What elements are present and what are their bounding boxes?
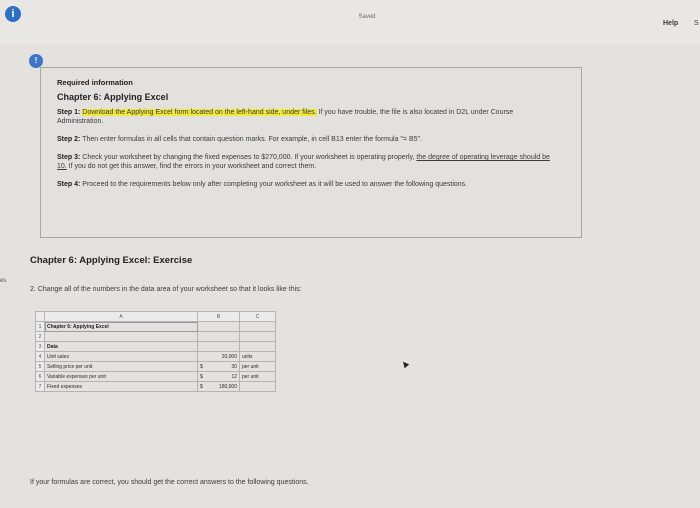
edge-left-text: es [0,278,7,284]
row-number: 6 [36,372,45,382]
cell-c3 [240,342,276,352]
top-bar [0,0,700,44]
step-2-text: Then enter formulas in all cells that contain question marks. For example, in cell B13 enter the formula "= B5". [80,136,422,143]
cell-c4: units [240,352,276,362]
currency-symbol: $ [200,383,203,390]
cell-c1 [240,322,276,332]
cell-b2 [198,332,240,342]
info-icon[interactable]: i [5,6,21,22]
cell-c5: per unit [240,362,276,372]
spreadsheet-header-row [36,312,276,322]
help-link[interactable]: Help [663,20,679,27]
cell-a5: Selling price per unit [45,362,198,372]
step-2 [57,135,557,144]
cell-a3: Data [45,342,198,352]
alert-badge-icon: ! [29,54,43,68]
step-1-label: Step 1: [57,109,81,116]
table-row [36,352,276,362]
step-3-label: Step 3: [57,154,81,161]
required-title: Required information [57,78,133,87]
cell-c2 [240,332,276,342]
cell-b6 [198,372,240,382]
step-1-text: If you have trouble, the file is also located in D2L under Course Administration. [57,109,514,125]
row-number: 7 [36,382,45,392]
footer-instruction: If your formulas are correct, you should get the correct answers to the following questions. [30,479,309,486]
cell-b3 [198,342,240,352]
cell-a1: Chapter 6: Applying Excel [45,322,198,332]
column-header-c: C [240,312,276,322]
step-3 [57,153,557,171]
table-row [36,362,276,372]
cell-value: 30 [231,363,237,370]
cell-c6: per unit [240,372,276,382]
column-header-a: A [45,312,198,322]
cell-a2 [45,332,198,342]
table-row [36,382,276,392]
row-number: 4 [36,352,45,362]
edge-text: S [694,20,699,27]
cell-b4: 20,000 [198,352,240,362]
cell-value: 180,000 [218,383,237,390]
step-1 [57,108,557,126]
mouse-cursor-icon [401,360,409,368]
required-information-box [40,67,582,238]
question-2: 2. Change all of the numbers in the data area of your worksheet so that it looks like this: [30,286,302,293]
table-row [36,372,276,382]
cell-b5 [198,362,240,372]
spreadsheet [35,311,276,392]
row-number: 3 [36,342,45,352]
row-number: 5 [36,362,45,372]
step-4-text: Proceed to the requirements below only after completing your worksheet as it will be used to answer the following questions. [80,181,468,188]
corner-cell [36,312,45,322]
cell-c7 [240,382,276,392]
table-row [36,332,276,342]
cell-a6: Variable expenses per unit [45,372,198,382]
table-row [36,342,276,352]
cell-a4: Unit sales [45,352,198,362]
currency-symbol: $ [200,363,203,370]
cell-a7: Fixed expenses [45,382,198,392]
step-3-text-a: Check your worksheet by changing the fixed expenses to $270,000. If your worksheet is operating properly, [80,154,417,161]
exercise-title: Chapter 6: Applying Excel: Exercise [30,255,193,266]
cell-b1 [198,322,240,332]
saved-status: Saved [358,14,376,20]
step-3-text-b: If you do not get this answer, find the errors in your worksheet and correct them. [66,163,317,170]
step-4 [57,180,557,189]
column-header-b: B [198,312,240,322]
step-1-highlight: Download the Applying Excel form located on the left-hand side, under files. [82,109,317,116]
step-3-underlined: the degree of operating leverage should be 10. [57,154,550,170]
cell-value: 12 [231,373,237,380]
table-row [36,322,276,332]
step-4-label: Step 4: [57,181,81,188]
currency-symbol: $ [200,373,203,380]
step-2-label: Step 2: [57,136,81,143]
chapter-title: Chapter 6: Applying Excel [57,92,169,102]
cell-b7 [198,382,240,392]
row-number: 2 [36,332,45,342]
row-number: 1 [36,322,45,332]
